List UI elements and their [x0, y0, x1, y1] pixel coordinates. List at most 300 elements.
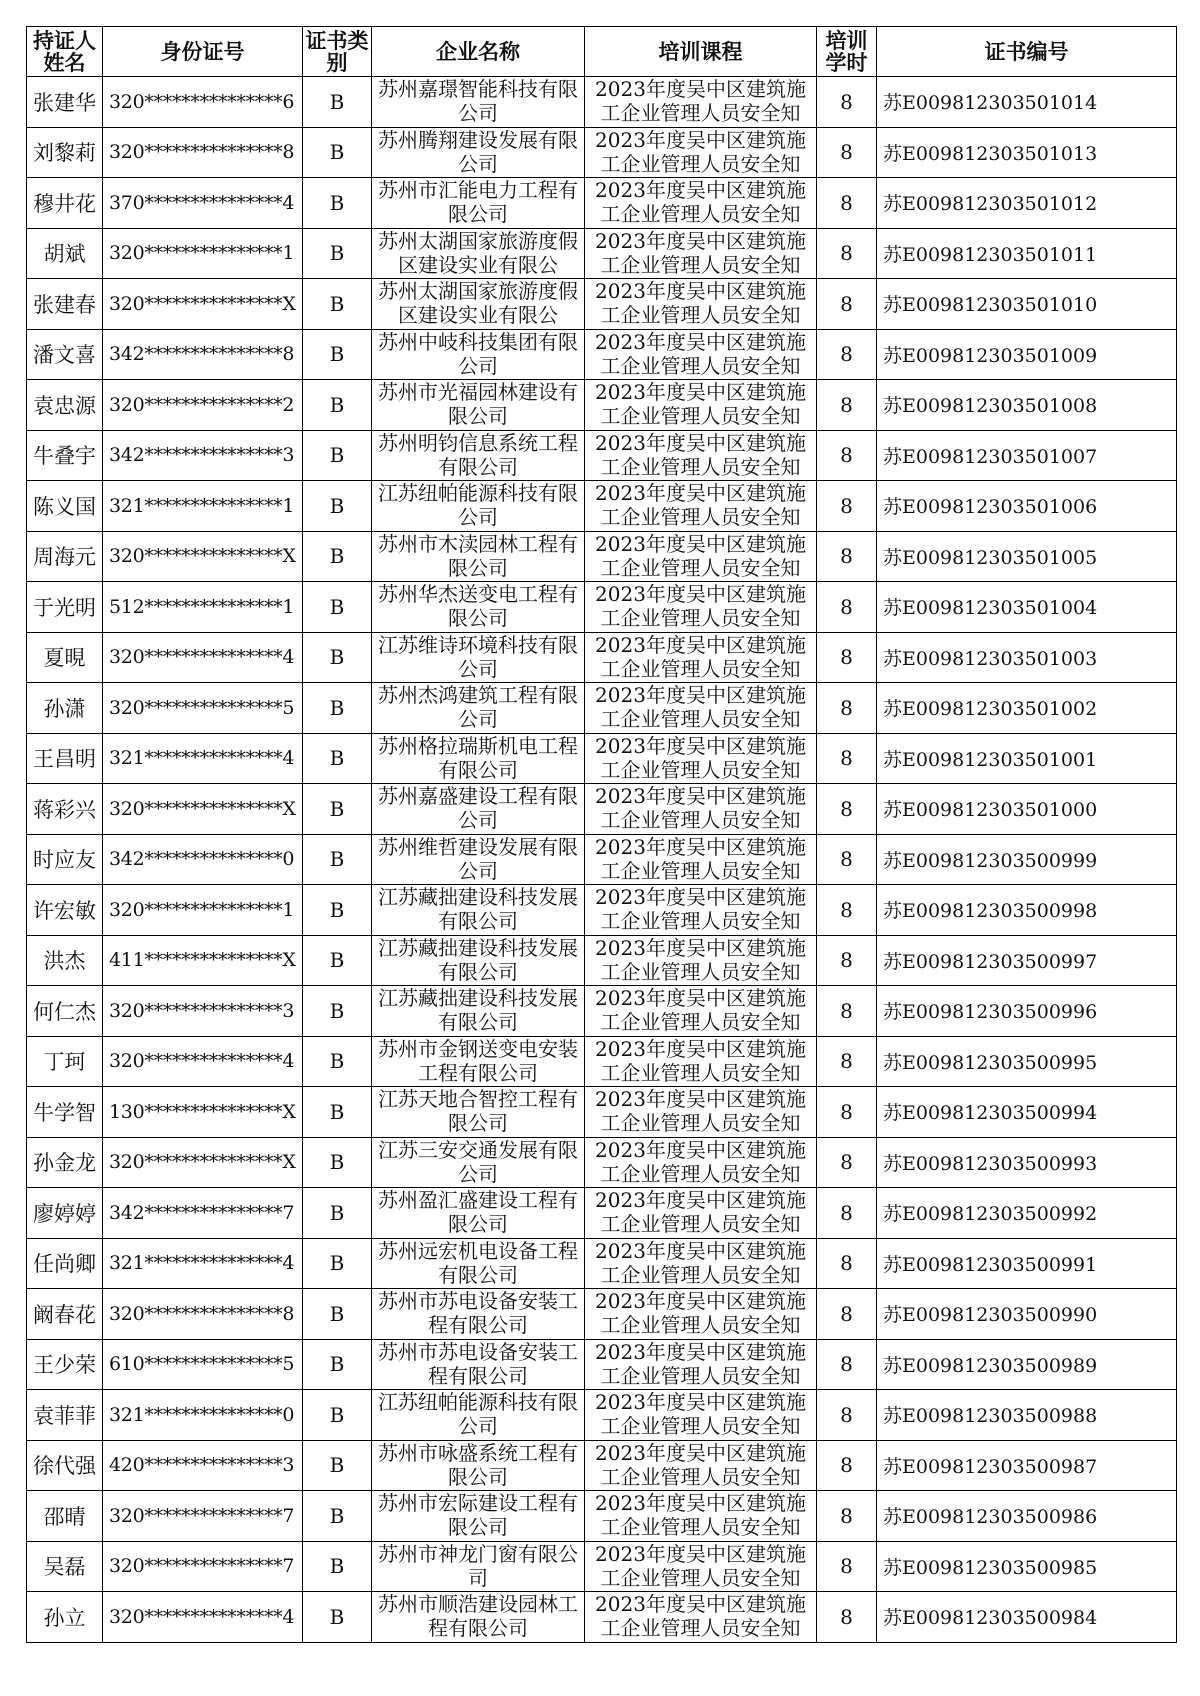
- training-course-cell-text: 2023年度吴中区建筑施工企业管理人员安全知: [595, 683, 806, 732]
- training-course-cell-text: 2023年度吴中区建筑施工企业管理人员安全知: [595, 1289, 806, 1338]
- header-training-hours: 培训学时: [817, 27, 877, 77]
- training-course-cell: [585, 1440, 817, 1491]
- holder-name-cell: 周海元: [27, 531, 103, 582]
- company-name-cell: [372, 885, 585, 936]
- training-course-cell: [585, 1541, 817, 1592]
- table-row: [27, 986, 1177, 1037]
- training-hours-cell: 8: [817, 1541, 877, 1592]
- table-row: [27, 733, 1177, 784]
- training-course-cell: [585, 1592, 817, 1643]
- id-number-cell: 320***************4: [103, 1592, 303, 1643]
- training-hours-cell: 8: [817, 1491, 877, 1542]
- training-hours-cell: 8: [817, 228, 877, 279]
- cert-number-cell: 苏E009812303501001: [877, 733, 1177, 784]
- training-course-cell-text: 2023年度吴中区建筑施工企业管理人员安全知: [595, 329, 806, 378]
- training-course-cell-text: 2023年度吴中区建筑施工企业管理人员安全知: [595, 582, 806, 631]
- training-course-cell: [585, 481, 817, 532]
- cert-category-cell: B: [303, 481, 372, 532]
- cert-number-cell: 苏E009812303500990: [877, 1289, 1177, 1340]
- id-number-cell: 370***************4: [103, 178, 303, 229]
- table-row: [27, 329, 1177, 380]
- holder-name-cell: 何仁杰: [27, 986, 103, 1037]
- cert-number-cell: 苏E009812303501005: [877, 531, 1177, 582]
- holder-name-cell: 邵晴: [27, 1491, 103, 1542]
- cert-category-cell: B: [303, 531, 372, 582]
- training-hours-cell: 8: [817, 834, 877, 885]
- cert-number-cell: 苏E009812303501004: [877, 582, 1177, 633]
- company-name-cell: [372, 1289, 585, 1340]
- company-name-cell: [372, 77, 585, 128]
- training-hours-cell: 8: [817, 1137, 877, 1188]
- cert-category-cell: B: [303, 1087, 372, 1138]
- training-course-cell: [585, 1289, 817, 1340]
- id-number-cell: 512***************1: [103, 582, 303, 633]
- training-course-cell-text: 2023年度吴中区建筑施工企业管理人员安全知: [595, 632, 806, 681]
- cert-category-cell: B: [303, 683, 372, 734]
- holder-name-cell: 袁菲菲: [27, 1390, 103, 1441]
- cert-number-cell: 苏E009812303501000: [877, 784, 1177, 835]
- company-name-cell-text: 江苏天地合智控工程有限公司: [378, 1087, 578, 1136]
- id-number-cell: 342***************3: [103, 430, 303, 481]
- company-name-cell-text: 江苏藏拙建设科技发展有限公司: [378, 935, 578, 984]
- cert-category-cell: B: [303, 178, 372, 229]
- id-number-cell: 342***************0: [103, 834, 303, 885]
- header-row: [27, 27, 1177, 77]
- company-name-cell-text: 苏州盈汇盛建设工程有限公司: [378, 1188, 578, 1237]
- cert-category-cell: B: [303, 632, 372, 683]
- id-number-cell: 320***************7: [103, 1541, 303, 1592]
- holder-name-cell: 王昌明: [27, 733, 103, 784]
- company-name-cell-text: 苏州太湖国家旅游度假区建设实业有限公: [378, 279, 578, 328]
- training-hours-cell: 8: [817, 531, 877, 582]
- table-row: [27, 1188, 1177, 1239]
- cert-category-cell: B: [303, 127, 372, 178]
- training-course-cell-text: 2023年度吴中区建筑施工企业管理人员安全知: [595, 279, 806, 328]
- company-name-cell: [372, 935, 585, 986]
- training-course-cell: [585, 127, 817, 178]
- training-course-cell: [585, 531, 817, 582]
- company-name-cell: [372, 683, 585, 734]
- training-course-cell: [585, 683, 817, 734]
- holder-name-cell: 穆井花: [27, 178, 103, 229]
- table-row: [27, 683, 1177, 734]
- training-course-cell-text: 2023年度吴中区建筑施工企业管理人员安全知: [595, 228, 806, 277]
- company-name-cell-text: 苏州太湖国家旅游度假区建设实业有限公: [378, 228, 578, 277]
- company-name-cell: [372, 582, 585, 633]
- training-course-cell: [585, 329, 817, 380]
- cert-category-cell: B: [303, 1289, 372, 1340]
- table-row: [27, 77, 1177, 128]
- cert-category-cell: B: [303, 1036, 372, 1087]
- cert-category-cell: B: [303, 1137, 372, 1188]
- training-course-cell: [585, 1238, 817, 1289]
- table-row: [27, 1541, 1177, 1592]
- training-course-cell: [585, 77, 817, 128]
- company-name-cell-text: 江苏三安交通发展有限公司: [378, 1137, 578, 1186]
- training-course-cell-text: 2023年度吴中区建筑施工企业管理人员安全知: [595, 1390, 806, 1439]
- holder-name-cell: 牛叠宇: [27, 430, 103, 481]
- training-course-cell-text: 2023年度吴中区建筑施工企业管理人员安全知: [595, 481, 806, 530]
- cert-number-cell: 苏E009812303500993: [877, 1137, 1177, 1188]
- id-number-cell: 321***************4: [103, 1238, 303, 1289]
- cert-number-cell: 苏E009812303501002: [877, 683, 1177, 734]
- company-name-cell: [372, 1339, 585, 1390]
- id-number-cell: 320***************4: [103, 1036, 303, 1087]
- header-cert-category: 证书类别: [303, 27, 372, 77]
- cert-number-cell: 苏E009812303501010: [877, 279, 1177, 330]
- training-course-cell-text: 2023年度吴中区建筑施工企业管理人员安全知: [595, 380, 806, 429]
- id-number-cell: 320***************8: [103, 1289, 303, 1340]
- training-course-cell-text: 2023年度吴中区建筑施工企业管理人员安全知: [595, 1592, 806, 1641]
- id-number-cell: 321***************0: [103, 1390, 303, 1441]
- company-name-cell: [372, 834, 585, 885]
- cert-category-cell: B: [303, 834, 372, 885]
- training-hours-cell: 8: [817, 733, 877, 784]
- company-name-cell: [372, 1440, 585, 1491]
- header-company-name: 企业名称: [372, 27, 585, 77]
- cert-number-cell: 苏E009812303500999: [877, 834, 1177, 885]
- table-row: [27, 582, 1177, 633]
- company-name-cell-text: 苏州市苏电设备安装工程有限公司: [378, 1289, 578, 1338]
- training-hours-cell: 8: [817, 582, 877, 633]
- certificate-list-document: [26, 26, 1176, 1643]
- training-hours-cell: 8: [817, 1188, 877, 1239]
- training-hours-cell: 8: [817, 430, 877, 481]
- training-hours-cell: 8: [817, 77, 877, 128]
- table-row: [27, 1238, 1177, 1289]
- training-course-cell: [585, 733, 817, 784]
- training-course-cell-text: 2023年度吴中区建筑施工企业管理人员安全知: [595, 733, 806, 782]
- id-number-cell: 320***************2: [103, 380, 303, 431]
- id-number-cell: 321***************4: [103, 733, 303, 784]
- company-name-cell: [372, 329, 585, 380]
- training-hours-cell: 8: [817, 1440, 877, 1491]
- id-number-cell: 130***************X: [103, 1087, 303, 1138]
- table-row: [27, 1440, 1177, 1491]
- holder-name-cell: 牛学智: [27, 1087, 103, 1138]
- training-course-cell: [585, 1036, 817, 1087]
- company-name-cell: [372, 481, 585, 532]
- cert-category-cell: B: [303, 1491, 372, 1542]
- company-name-cell: [372, 1390, 585, 1441]
- cert-category-cell: B: [303, 1339, 372, 1390]
- training-course-cell-text: 2023年度吴中区建筑施工企业管理人员安全知: [595, 834, 806, 883]
- table-row: [27, 430, 1177, 481]
- cert-number-cell: 苏E009812303501003: [877, 632, 1177, 683]
- holder-name-cell: 许宏敏: [27, 885, 103, 936]
- training-hours-cell: 8: [817, 1087, 877, 1138]
- training-course-cell: [585, 632, 817, 683]
- id-number-cell: 320***************X: [103, 531, 303, 582]
- table-row: [27, 481, 1177, 532]
- holder-name-cell: 徐代强: [27, 1440, 103, 1491]
- training-course-cell-text: 2023年度吴中区建筑施工企业管理人员安全知: [595, 1137, 806, 1186]
- id-number-cell: 320***************8: [103, 127, 303, 178]
- cert-category-cell: B: [303, 228, 372, 279]
- company-name-cell-text: 江苏藏拙建设科技发展有限公司: [378, 885, 578, 934]
- training-course-cell-text: 2023年度吴中区建筑施工企业管理人员安全知: [595, 1491, 806, 1540]
- training-course-cell-text: 2023年度吴中区建筑施工企业管理人员安全知: [595, 885, 806, 934]
- company-name-cell-text: 苏州格拉瑞斯机电工程有限公司: [378, 733, 578, 782]
- training-hours-cell: 8: [817, 632, 877, 683]
- id-number-cell: 420***************3: [103, 1440, 303, 1491]
- holder-name-cell: 吴磊: [27, 1541, 103, 1592]
- table-body: [27, 77, 1177, 1643]
- company-name-cell-text: 江苏维诗环境科技有限公司: [378, 632, 578, 681]
- cert-number-cell: 苏E009812303500989: [877, 1339, 1177, 1390]
- training-course-cell-text: 2023年度吴中区建筑施工企业管理人员安全知: [595, 127, 806, 176]
- table-row: [27, 632, 1177, 683]
- cert-number-cell: 苏E009812303500997: [877, 935, 1177, 986]
- cert-category-cell: B: [303, 380, 372, 431]
- id-number-cell: 342***************8: [103, 329, 303, 380]
- company-name-cell-text: 苏州市顺浩建设园林工程有限公司: [378, 1592, 578, 1641]
- training-hours-cell: 8: [817, 935, 877, 986]
- training-course-cell: [585, 885, 817, 936]
- table-row: [27, 1592, 1177, 1643]
- cert-category-cell: B: [303, 784, 372, 835]
- cert-category-cell: B: [303, 986, 372, 1037]
- company-name-cell-text: 苏州华杰送变电工程有限公司: [378, 582, 578, 631]
- training-course-cell-text: 2023年度吴中区建筑施工企业管理人员安全知: [595, 1440, 806, 1489]
- company-name-cell-text: 苏州维哲建设发展有限公司: [378, 834, 578, 883]
- company-name-cell-text: 苏州市宏际建设工程有限公司: [378, 1491, 578, 1540]
- company-name-cell-text: 苏州市苏电设备安装工程有限公司: [378, 1339, 578, 1388]
- cert-number-cell: 苏E009812303500991: [877, 1238, 1177, 1289]
- training-course-cell-text: 2023年度吴中区建筑施工企业管理人员安全知: [595, 784, 806, 833]
- training-course-cell: [585, 582, 817, 633]
- holder-name-cell: 刘黎莉: [27, 127, 103, 178]
- id-number-cell: 320***************6: [103, 77, 303, 128]
- id-number-cell: 321***************1: [103, 481, 303, 532]
- training-hours-cell: 8: [817, 1339, 877, 1390]
- training-course-cell: [585, 430, 817, 481]
- training-course-cell: [585, 178, 817, 229]
- cert-number-cell: 苏E009812303500987: [877, 1440, 1177, 1491]
- training-course-cell: [585, 986, 817, 1037]
- cert-category-cell: B: [303, 1440, 372, 1491]
- company-name-cell: [372, 228, 585, 279]
- header-holder-name: 持证人姓名: [27, 27, 103, 77]
- company-name-cell: [372, 733, 585, 784]
- id-number-cell: 320***************X: [103, 784, 303, 835]
- cert-category-cell: B: [303, 430, 372, 481]
- training-course-cell-text: 2023年度吴中区建筑施工企业管理人员安全知: [595, 1541, 806, 1590]
- table-row: [27, 531, 1177, 582]
- training-hours-cell: 8: [817, 986, 877, 1037]
- company-name-cell-text: 苏州中岐科技集团有限公司: [378, 329, 578, 378]
- cert-number-cell: 苏E009812303501006: [877, 481, 1177, 532]
- id-number-cell: 320***************X: [103, 1137, 303, 1188]
- company-name-cell-text: 苏州腾翔建设发展有限公司: [378, 127, 578, 176]
- training-course-cell: [585, 1491, 817, 1542]
- cert-category-cell: B: [303, 1592, 372, 1643]
- training-course-cell-text: 2023年度吴中区建筑施工企业管理人员安全知: [595, 986, 806, 1035]
- training-course-cell: [585, 784, 817, 835]
- cert-number-cell: 苏E009812303500992: [877, 1188, 1177, 1239]
- training-hours-cell: 8: [817, 683, 877, 734]
- company-name-cell-text: 苏州市光福园林建设有限公司: [378, 380, 578, 429]
- training-hours-cell: 8: [817, 1036, 877, 1087]
- training-course-cell: [585, 935, 817, 986]
- holder-name-cell: 廖婷婷: [27, 1188, 103, 1239]
- holder-name-cell: 王少荣: [27, 1339, 103, 1390]
- company-name-cell: [372, 1592, 585, 1643]
- header-cert-number: 证书编号: [877, 27, 1177, 77]
- cert-category-cell: B: [303, 1238, 372, 1289]
- training-course-cell-text: 2023年度吴中区建筑施工企业管理人员安全知: [595, 935, 806, 984]
- company-name-cell-text: 苏州市咏盛系统工程有限公司: [378, 1440, 578, 1489]
- company-name-cell: [372, 1541, 585, 1592]
- training-course-cell-text: 2023年度吴中区建筑施工企业管理人员安全知: [595, 1238, 806, 1287]
- training-hours-cell: 8: [817, 784, 877, 835]
- training-hours-cell: 8: [817, 1390, 877, 1441]
- id-number-cell: 320***************7: [103, 1491, 303, 1542]
- training-hours-cell: 8: [817, 329, 877, 380]
- training-course-cell: [585, 1137, 817, 1188]
- holder-name-cell: 于光明: [27, 582, 103, 633]
- holder-name-cell: 张建华: [27, 77, 103, 128]
- company-name-cell: [372, 380, 585, 431]
- training-course-cell-text: 2023年度吴中区建筑施工企业管理人员安全知: [595, 531, 806, 580]
- id-number-cell: 320***************4: [103, 632, 303, 683]
- training-course-cell-text: 2023年度吴中区建筑施工企业管理人员安全知: [595, 77, 806, 126]
- company-name-cell: [372, 430, 585, 481]
- holder-name-cell: 袁忠源: [27, 380, 103, 431]
- company-name-cell-text: 苏州市神龙门窗有限公司: [378, 1541, 578, 1590]
- id-number-cell: 320***************1: [103, 885, 303, 936]
- training-course-cell-text: 2023年度吴中区建筑施工企业管理人员安全知: [595, 1188, 806, 1237]
- table-row: [27, 279, 1177, 330]
- cert-number-cell: 苏E009812303500988: [877, 1390, 1177, 1441]
- cert-number-cell: 苏E009812303501008: [877, 380, 1177, 431]
- table-row: [27, 784, 1177, 835]
- company-name-cell-text: 苏州市汇能电力工程有限公司: [378, 178, 578, 227]
- holder-name-cell: 孙金龙: [27, 1137, 103, 1188]
- holder-name-cell: 时应友: [27, 834, 103, 885]
- company-name-cell-text: 江苏藏拙建设科技发展有限公司: [378, 986, 578, 1035]
- holder-name-cell: 阚春花: [27, 1289, 103, 1340]
- holder-name-cell: 丁珂: [27, 1036, 103, 1087]
- company-name-cell: [372, 1036, 585, 1087]
- holder-name-cell: 夏晛: [27, 632, 103, 683]
- table-row: [27, 1289, 1177, 1340]
- table-row: [27, 1390, 1177, 1441]
- holder-name-cell: 蒋彩兴: [27, 784, 103, 835]
- company-name-cell: [372, 1491, 585, 1542]
- holder-name-cell: 胡斌: [27, 228, 103, 279]
- company-name-cell-text: 苏州嘉盛建设工程有限公司: [378, 784, 578, 833]
- id-number-cell: 411***************X: [103, 935, 303, 986]
- cert-category-cell: B: [303, 1390, 372, 1441]
- company-name-cell: [372, 1188, 585, 1239]
- cert-number-cell: 苏E009812303501012: [877, 178, 1177, 229]
- company-name-cell-text: 苏州市金钢送变电安装工程有限公司: [378, 1036, 578, 1085]
- company-name-cell: [372, 632, 585, 683]
- certificate-table: [26, 26, 1177, 1643]
- training-course-cell: [585, 834, 817, 885]
- cert-category-cell: B: [303, 1541, 372, 1592]
- table-row: [27, 178, 1177, 229]
- training-hours-cell: 8: [817, 279, 877, 330]
- holder-name-cell: 洪杰: [27, 935, 103, 986]
- cert-number-cell: 苏E009812303501014: [877, 77, 1177, 128]
- company-name-cell: [372, 279, 585, 330]
- training-hours-cell: 8: [817, 380, 877, 431]
- company-name-cell-text: 苏州杰鸿建筑工程有限公司: [378, 683, 578, 732]
- company-name-cell: [372, 784, 585, 835]
- cert-category-cell: B: [303, 329, 372, 380]
- training-hours-cell: 8: [817, 1592, 877, 1643]
- cert-number-cell: 苏E009812303501011: [877, 228, 1177, 279]
- cert-number-cell: 苏E009812303500985: [877, 1541, 1177, 1592]
- cert-number-cell: 苏E009812303500986: [877, 1491, 1177, 1542]
- header-id-number: 身份证号: [103, 27, 303, 77]
- company-name-cell: [372, 127, 585, 178]
- table-row: [27, 380, 1177, 431]
- company-name-cell: [372, 531, 585, 582]
- company-name-cell-text: 苏州远宏机电设备工程有限公司: [378, 1238, 578, 1287]
- cert-number-cell: 苏E009812303500998: [877, 885, 1177, 936]
- training-course-cell-text: 2023年度吴中区建筑施工企业管理人员安全知: [595, 430, 806, 479]
- training-course-cell: [585, 1390, 817, 1441]
- cert-number-cell: 苏E009812303501007: [877, 430, 1177, 481]
- cert-category-cell: B: [303, 935, 372, 986]
- training-hours-cell: 8: [817, 127, 877, 178]
- company-name-cell: [372, 986, 585, 1037]
- cert-number-cell: 苏E009812303500994: [877, 1087, 1177, 1138]
- table-row: [27, 1036, 1177, 1087]
- cert-category-cell: B: [303, 1188, 372, 1239]
- cert-number-cell: 苏E009812303500995: [877, 1036, 1177, 1087]
- id-number-cell: 320***************5: [103, 683, 303, 734]
- training-course-cell-text: 2023年度吴中区建筑施工企业管理人员安全知: [595, 1339, 806, 1388]
- id-number-cell: 610***************5: [103, 1339, 303, 1390]
- header-training-course: 培训课程: [585, 27, 817, 77]
- training-course-cell: [585, 279, 817, 330]
- table-row: [27, 935, 1177, 986]
- id-number-cell: 320***************1: [103, 228, 303, 279]
- cert-category-cell: B: [303, 77, 372, 128]
- id-number-cell: 320***************X: [103, 279, 303, 330]
- training-course-cell: [585, 1188, 817, 1239]
- holder-name-cell: 孙潇: [27, 683, 103, 734]
- id-number-cell: 342***************7: [103, 1188, 303, 1239]
- table-row: [27, 228, 1177, 279]
- cert-number-cell: 苏E009812303501013: [877, 127, 1177, 178]
- cert-category-cell: B: [303, 885, 372, 936]
- table-row: [27, 834, 1177, 885]
- holder-name-cell: 陈义国: [27, 481, 103, 532]
- cert-category-cell: B: [303, 733, 372, 784]
- training-course-cell: [585, 1087, 817, 1138]
- company-name-cell-text: 苏州市木渎园林工程有限公司: [378, 531, 578, 580]
- id-number-cell: 320***************3: [103, 986, 303, 1037]
- table-row: [27, 885, 1177, 936]
- company-name-cell-text: 苏州明钧信息系统工程有限公司: [378, 430, 578, 479]
- company-name-cell-text: 江苏纽帕能源科技有限公司: [378, 1390, 578, 1439]
- cert-category-cell: B: [303, 279, 372, 330]
- training-course-cell: [585, 228, 817, 279]
- table-row: [27, 1491, 1177, 1542]
- training-hours-cell: 8: [817, 885, 877, 936]
- cert-number-cell: 苏E009812303500984: [877, 1592, 1177, 1643]
- company-name-cell: [372, 1137, 585, 1188]
- training-hours-cell: 8: [817, 1289, 877, 1340]
- training-course-cell: [585, 380, 817, 431]
- company-name-cell-text: 江苏纽帕能源科技有限公司: [378, 481, 578, 530]
- company-name-cell-text: 苏州嘉璟智能科技有限公司: [378, 77, 578, 126]
